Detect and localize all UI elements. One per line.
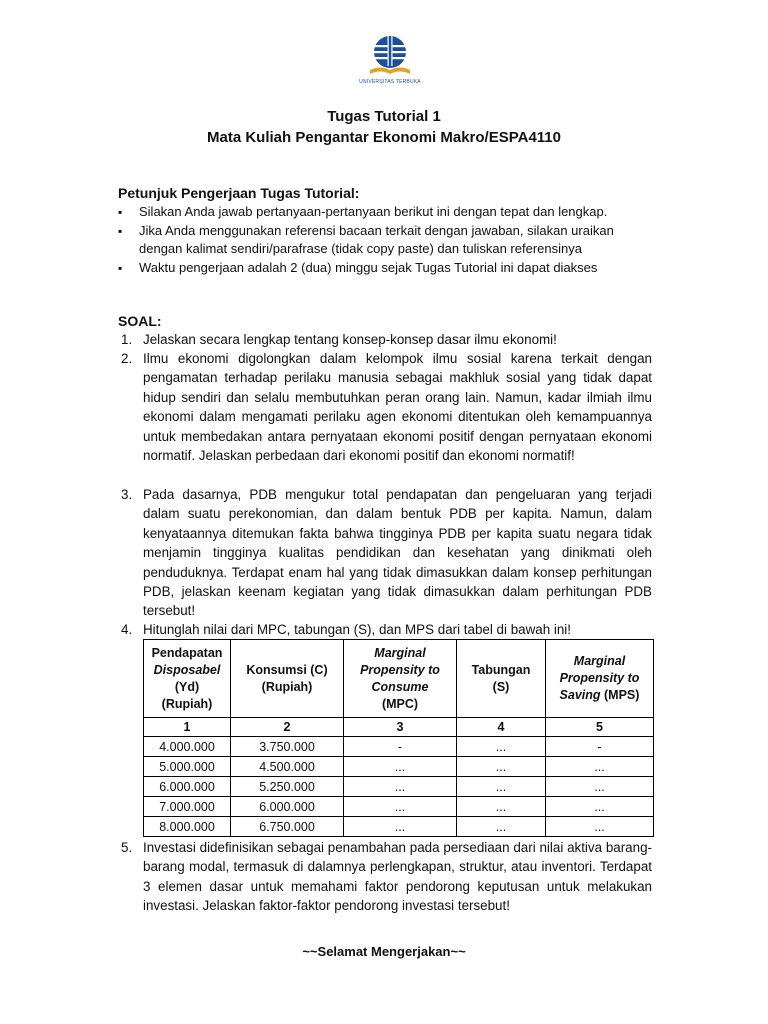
table-cell: ...: [344, 757, 457, 777]
table-cell: ...: [457, 757, 546, 777]
table-cell: 4: [457, 718, 546, 737]
document-title: Tugas Tutorial 1: [327, 108, 441, 125]
table-cell: ...: [546, 817, 654, 837]
question-3: [118, 485, 652, 621]
table-cell: ...: [546, 797, 654, 817]
table-row: [144, 797, 654, 817]
question-1: [118, 330, 652, 349]
header-mpc: Marginal Propensity to Consume (MPC): [344, 640, 457, 718]
table-cell: 8.000.000: [144, 817, 231, 837]
instructions-heading: Petunjuk Pengerjaan Tugas Tutorial:: [118, 185, 360, 201]
question-4: [118, 620, 652, 639]
header-saving: Tabungan (S): [457, 640, 546, 718]
table-row: [144, 757, 654, 777]
question-5: [118, 838, 652, 916]
question-text: Jelaskan secara lengkap tentang konsep-konsep dasar ilmu ekonomi!: [143, 332, 557, 347]
header-disposable-income: Pendapatan Disposabel (Yd) (Rupiah): [144, 640, 231, 718]
table-cell: 1: [144, 718, 231, 737]
instruction-item: ▪ Jika Anda menggunakan referensi bacaan terkait dengan jawaban, silakan uraikan dengan kalimat sendiri/parafrase (tidak copy paste) dan tuliskan referensinya: [118, 222, 658, 258]
question-number: 4.: [121, 622, 133, 637]
header-mps: Marginal Propensity to Saving (MPS): [546, 640, 654, 718]
table-cell: ...: [457, 817, 546, 837]
question-text: Investasi didefinisikan sebagai penambahan pada persediaan dari nilai aktiva barang-barang modal, termasuk di dalamnya perlengkapan, struktur, atau inventori. Terdapat 3 elemen dasar untuk memahami faktor pendorong keputusan untuk melakukan investasi. Jelaskan faktor-faktor pendorong investasi tersebut!: [143, 840, 652, 914]
table-index-row: [144, 718, 654, 737]
closing-message: ~~Selamat Mengerjakan~~: [302, 944, 466, 959]
table-cell: 5.250.000: [231, 777, 344, 797]
table-cell: ...: [344, 817, 457, 837]
table-row: [144, 737, 654, 757]
table-cell: -: [344, 737, 457, 757]
instructions-list: [118, 203, 658, 278]
soal-heading: SOAL:: [118, 313, 162, 329]
table-cell: 6.750.000: [231, 817, 344, 837]
table-cell: ...: [344, 797, 457, 817]
question-text: Ilmu ekonomi digolongkan dalam kelompok ilmu sosial karena terkait dengan pengamatan terhadap perilaku manusia sebagai makhluk sosial yang tidak dapat hidup sendiri dan selalu membutuhkan peran orang lain. Namun, kadar ilmiah ilmu ekonomi dalam mengamati perilaku agen ekonomi ditentukan oleh kemampuannya untuk membedakan antara pernyataan ekonomi positif dengan pernyataan ekonomi normatif. Jelaskan perbedaan dari ekonomi positif dan ekonomi normatif!: [143, 351, 652, 464]
instruction-item: ▪ Silakan Anda jawab pertanyaan-pertanyaan berikut ini dengan tepat dan lengkap.: [118, 203, 658, 221]
question-number: 1.: [121, 332, 133, 347]
course-title: Mata Kuliah Pengantar Ekonomi Makro/ESPA4110: [207, 129, 561, 146]
table-cell: 2: [231, 718, 344, 737]
table-header-row: [144, 640, 654, 718]
table-row: [144, 817, 654, 837]
table-cell: ...: [546, 757, 654, 777]
logo-caption: UNIVERSITAS TERBUKA: [359, 79, 421, 85]
table-cell: ...: [457, 797, 546, 817]
table-cell: ...: [457, 737, 546, 757]
question-text: Hitunglah nilai dari MPC, tabungan (S), dan MPS dari tabel di bawah ini!: [143, 622, 571, 637]
question-2: [118, 349, 652, 465]
table-cell: 5.000.000: [144, 757, 231, 777]
table-cell: 3.750.000: [231, 737, 344, 757]
table-cell: ...: [344, 777, 457, 797]
question-number: 2.: [121, 351, 133, 366]
table-row: [144, 777, 654, 797]
header-consumption: Konsumsi (C) (Rupiah): [231, 640, 344, 718]
table-cell: 5: [546, 718, 654, 737]
table-cell: 6.000.000: [144, 777, 231, 797]
table-cell: 6.000.000: [231, 797, 344, 817]
table-cell: 4.500.000: [231, 757, 344, 777]
question-number: 3.: [121, 487, 133, 502]
question-number: 5.: [121, 840, 133, 855]
table-cell: 7.000.000: [144, 797, 231, 817]
mpc-mps-table: [143, 639, 654, 837]
table-cell: ...: [457, 777, 546, 797]
instruction-item: ▪ Waktu pengerjaan adalah 2 (dua) minggu sejak Tugas Tutorial ini dapat diakses: [118, 259, 658, 277]
table-cell: 3: [344, 718, 457, 737]
table-cell: 4.000.000: [144, 737, 231, 757]
table-cell: -: [546, 737, 654, 757]
question-text: Pada dasarnya, PDB mengukur total pendapatan dan pengeluaran yang terjadi dalam suatu perekonomian, dan dalam bentuk PDB per kapita. Namun, dalam kenyataannya ditemukan fakta bahwa tingginya PDB per kapita suatu negara tidak menjamin tingginya kualitas pendidikan dan kesehatan yang dinikmati oleh penduduknya. Terdapat enam hal yang tidak dimasukkan dalam konsep perhitungan PDB, jelaskan keenam kegiatan yang tidak dimasukkan dalam perhitungan PDB tersebut!: [143, 487, 652, 619]
table-cell: ...: [546, 777, 654, 797]
